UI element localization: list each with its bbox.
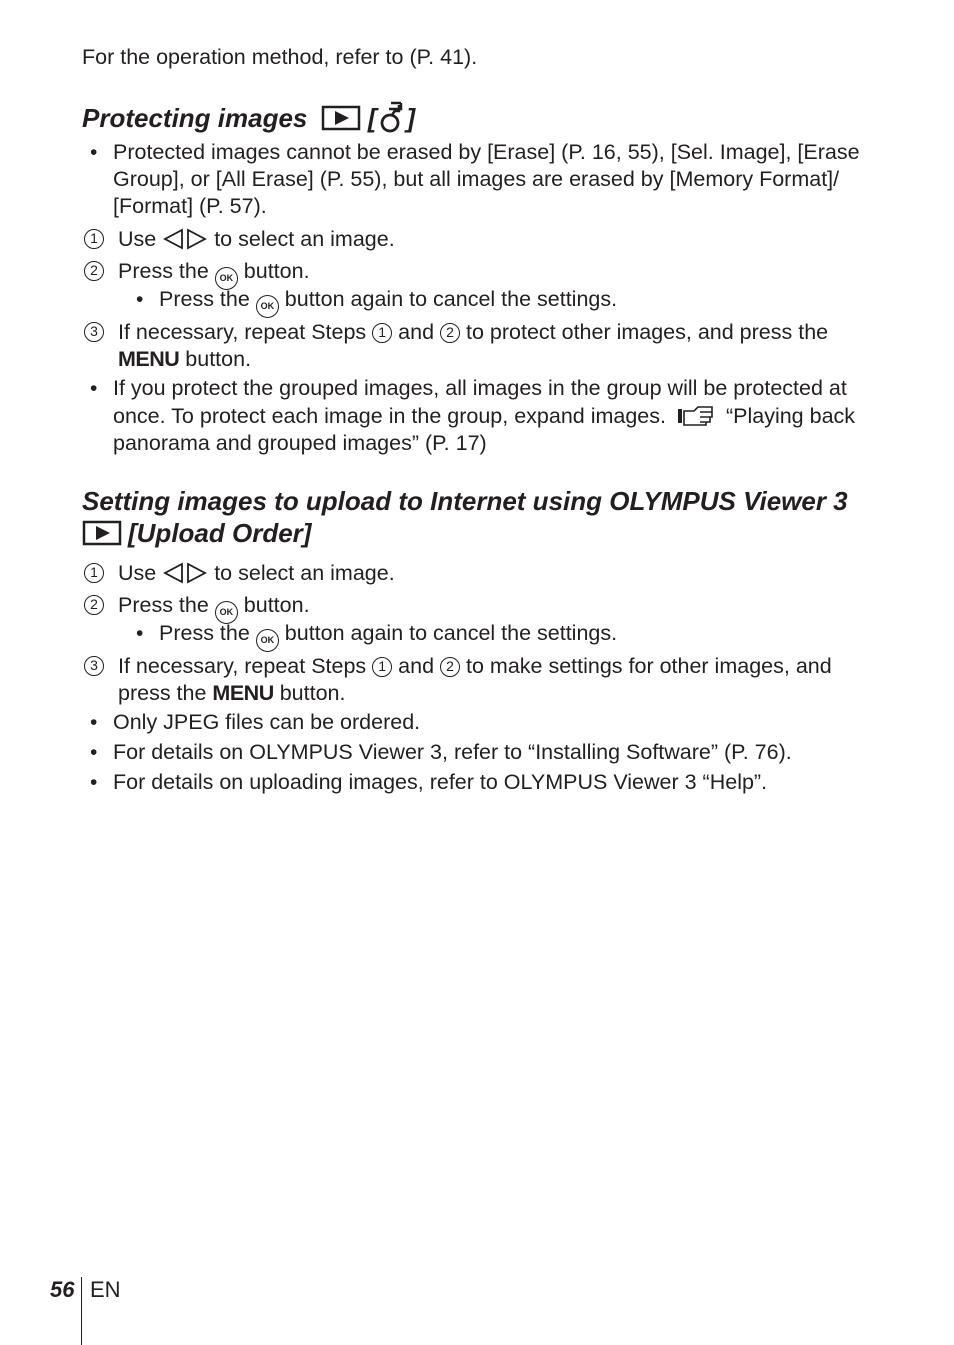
language-label: EN: [90, 1277, 121, 1302]
upload-step1-text-b: to select an image.: [214, 561, 395, 585]
upload-step3-and: and: [398, 654, 435, 678]
bullet: •: [90, 741, 98, 764]
upload-step2-text-a: Press the: [118, 593, 209, 617]
upload-step3-line1: [118, 653, 832, 680]
protect-step3-text-b: to protect other images, and press the: [466, 320, 829, 344]
bullet: •: [90, 141, 98, 164]
bullet: •: [136, 622, 144, 645]
upload-step3-text-b: to make settings for other images, and: [466, 654, 832, 678]
upload-step3-text-a: If necessary, repeat Steps: [118, 654, 367, 678]
inline-step-1: 1: [372, 657, 392, 677]
protect-bracket-close: ]: [406, 103, 416, 133]
playback-mode-icon: [82, 520, 122, 546]
left-right-arrow-icon: [162, 562, 208, 584]
ok-button-icon: OK: [256, 295, 279, 318]
bullet: •: [136, 288, 144, 311]
reference-hand-icon: [676, 405, 716, 427]
upload-note-3: For details on uploading images, refer to OLYMPUS Viewer 3 “Help”.: [113, 770, 768, 794]
step-number-3: 3: [84, 656, 104, 676]
protect-note2-line2: [113, 403, 855, 430]
protect-heading-title: Protecting images: [82, 103, 308, 133]
upload-sub-text-a: Press the: [159, 621, 250, 645]
upload-sub-note: [159, 620, 617, 652]
playback-mode-icon: [321, 105, 361, 131]
protect-note2-line3: panorama and grouped images” (P. 17): [113, 431, 487, 455]
protect-step3-line2: [118, 346, 251, 373]
inline-step-2: 2: [440, 657, 460, 677]
page-number: 56: [50, 1277, 75, 1302]
upload-note-1: Only JPEG files can be ordered.: [113, 710, 421, 734]
step-number-3: 3: [84, 322, 104, 342]
ok-button-icon: OK: [215, 267, 238, 290]
upload-heading-line1: Setting images to upload to Internet using OLYMPUS Viewer 3: [82, 486, 848, 516]
protect-heading: [82, 99, 415, 134]
protect-sub-text-b: button again to cancel the settings.: [284, 287, 618, 311]
protect-sub-text-a: Press the: [159, 287, 250, 311]
protect-step3-text-a: If necessary, repeat Steps: [118, 320, 367, 344]
footer-divider: [81, 1277, 82, 1345]
left-right-arrow-icon: [162, 228, 208, 250]
intro-text: For the operation method, refer to (P. 41).: [82, 45, 478, 69]
protect-step1: [118, 226, 395, 253]
bullet: •: [90, 771, 98, 794]
protect-note2-line2-b: “Playing back: [725, 404, 856, 428]
upload-heading-line2: [82, 517, 311, 549]
protect-step2-text-a: Press the: [118, 259, 209, 283]
protect-note1-line1: Protected images cannot be erased by [Erase] (P. 16, 55), [Sel. Image], [Erase: [113, 140, 860, 164]
bullet: •: [90, 377, 98, 400]
bullet: •: [90, 711, 98, 734]
upload-step2-text-b: button.: [243, 593, 310, 617]
upload-note-2: For details on OLYMPUS Viewer 3, refer to “Installing Software” (P. 76).: [113, 740, 792, 764]
menu-button-label: MENU: [212, 681, 274, 705]
upload-sub-text-b: button again to cancel the settings.: [284, 621, 618, 645]
step-number-1: 1: [84, 229, 104, 249]
upload-step3-line2-b: button.: [279, 681, 346, 705]
step-number-2: 2: [84, 595, 104, 615]
protect-step1-text-a: Use: [118, 227, 157, 251]
ok-button-icon: OK: [256, 629, 279, 652]
protect-note2-line2-a: once. To protect each image in the group, expand images.: [113, 404, 666, 428]
upload-step3-line2: [118, 680, 345, 707]
upload-step1-text-a: Use: [118, 561, 157, 585]
protect-step3-and: and: [398, 320, 435, 344]
upload-step1: [118, 560, 395, 587]
ok-button-icon: OK: [215, 601, 238, 624]
protect-step3-line1: [118, 319, 828, 346]
protect-step2-text-b: button.: [243, 259, 310, 283]
protect-note1-line2: Group], or [All Erase] (P. 55), but all images are erased by [Memory Format]/: [113, 167, 840, 191]
protect-key-icon: [377, 99, 407, 133]
step-number-1: 1: [84, 563, 104, 583]
menu-button-label: MENU: [118, 347, 180, 371]
upload-heading-title: [Upload Order]: [128, 518, 312, 548]
upload-step3-line2-a: press the: [118, 681, 207, 705]
protect-step1-text-b: to select an image.: [214, 227, 395, 251]
protect-note2-line1: If you protect the grouped images, all images in the group will be protected at: [113, 376, 847, 400]
protect-note1-line3: [Format] (P. 57).: [113, 194, 267, 218]
protect-bracket-open: [: [367, 103, 377, 133]
protect-step3-line2-text: button.: [185, 347, 252, 371]
step-number-2: 2: [84, 261, 104, 281]
protect-sub-note: [159, 286, 617, 318]
inline-step-1: 1: [372, 323, 392, 343]
inline-step-2: 2: [440, 323, 460, 343]
